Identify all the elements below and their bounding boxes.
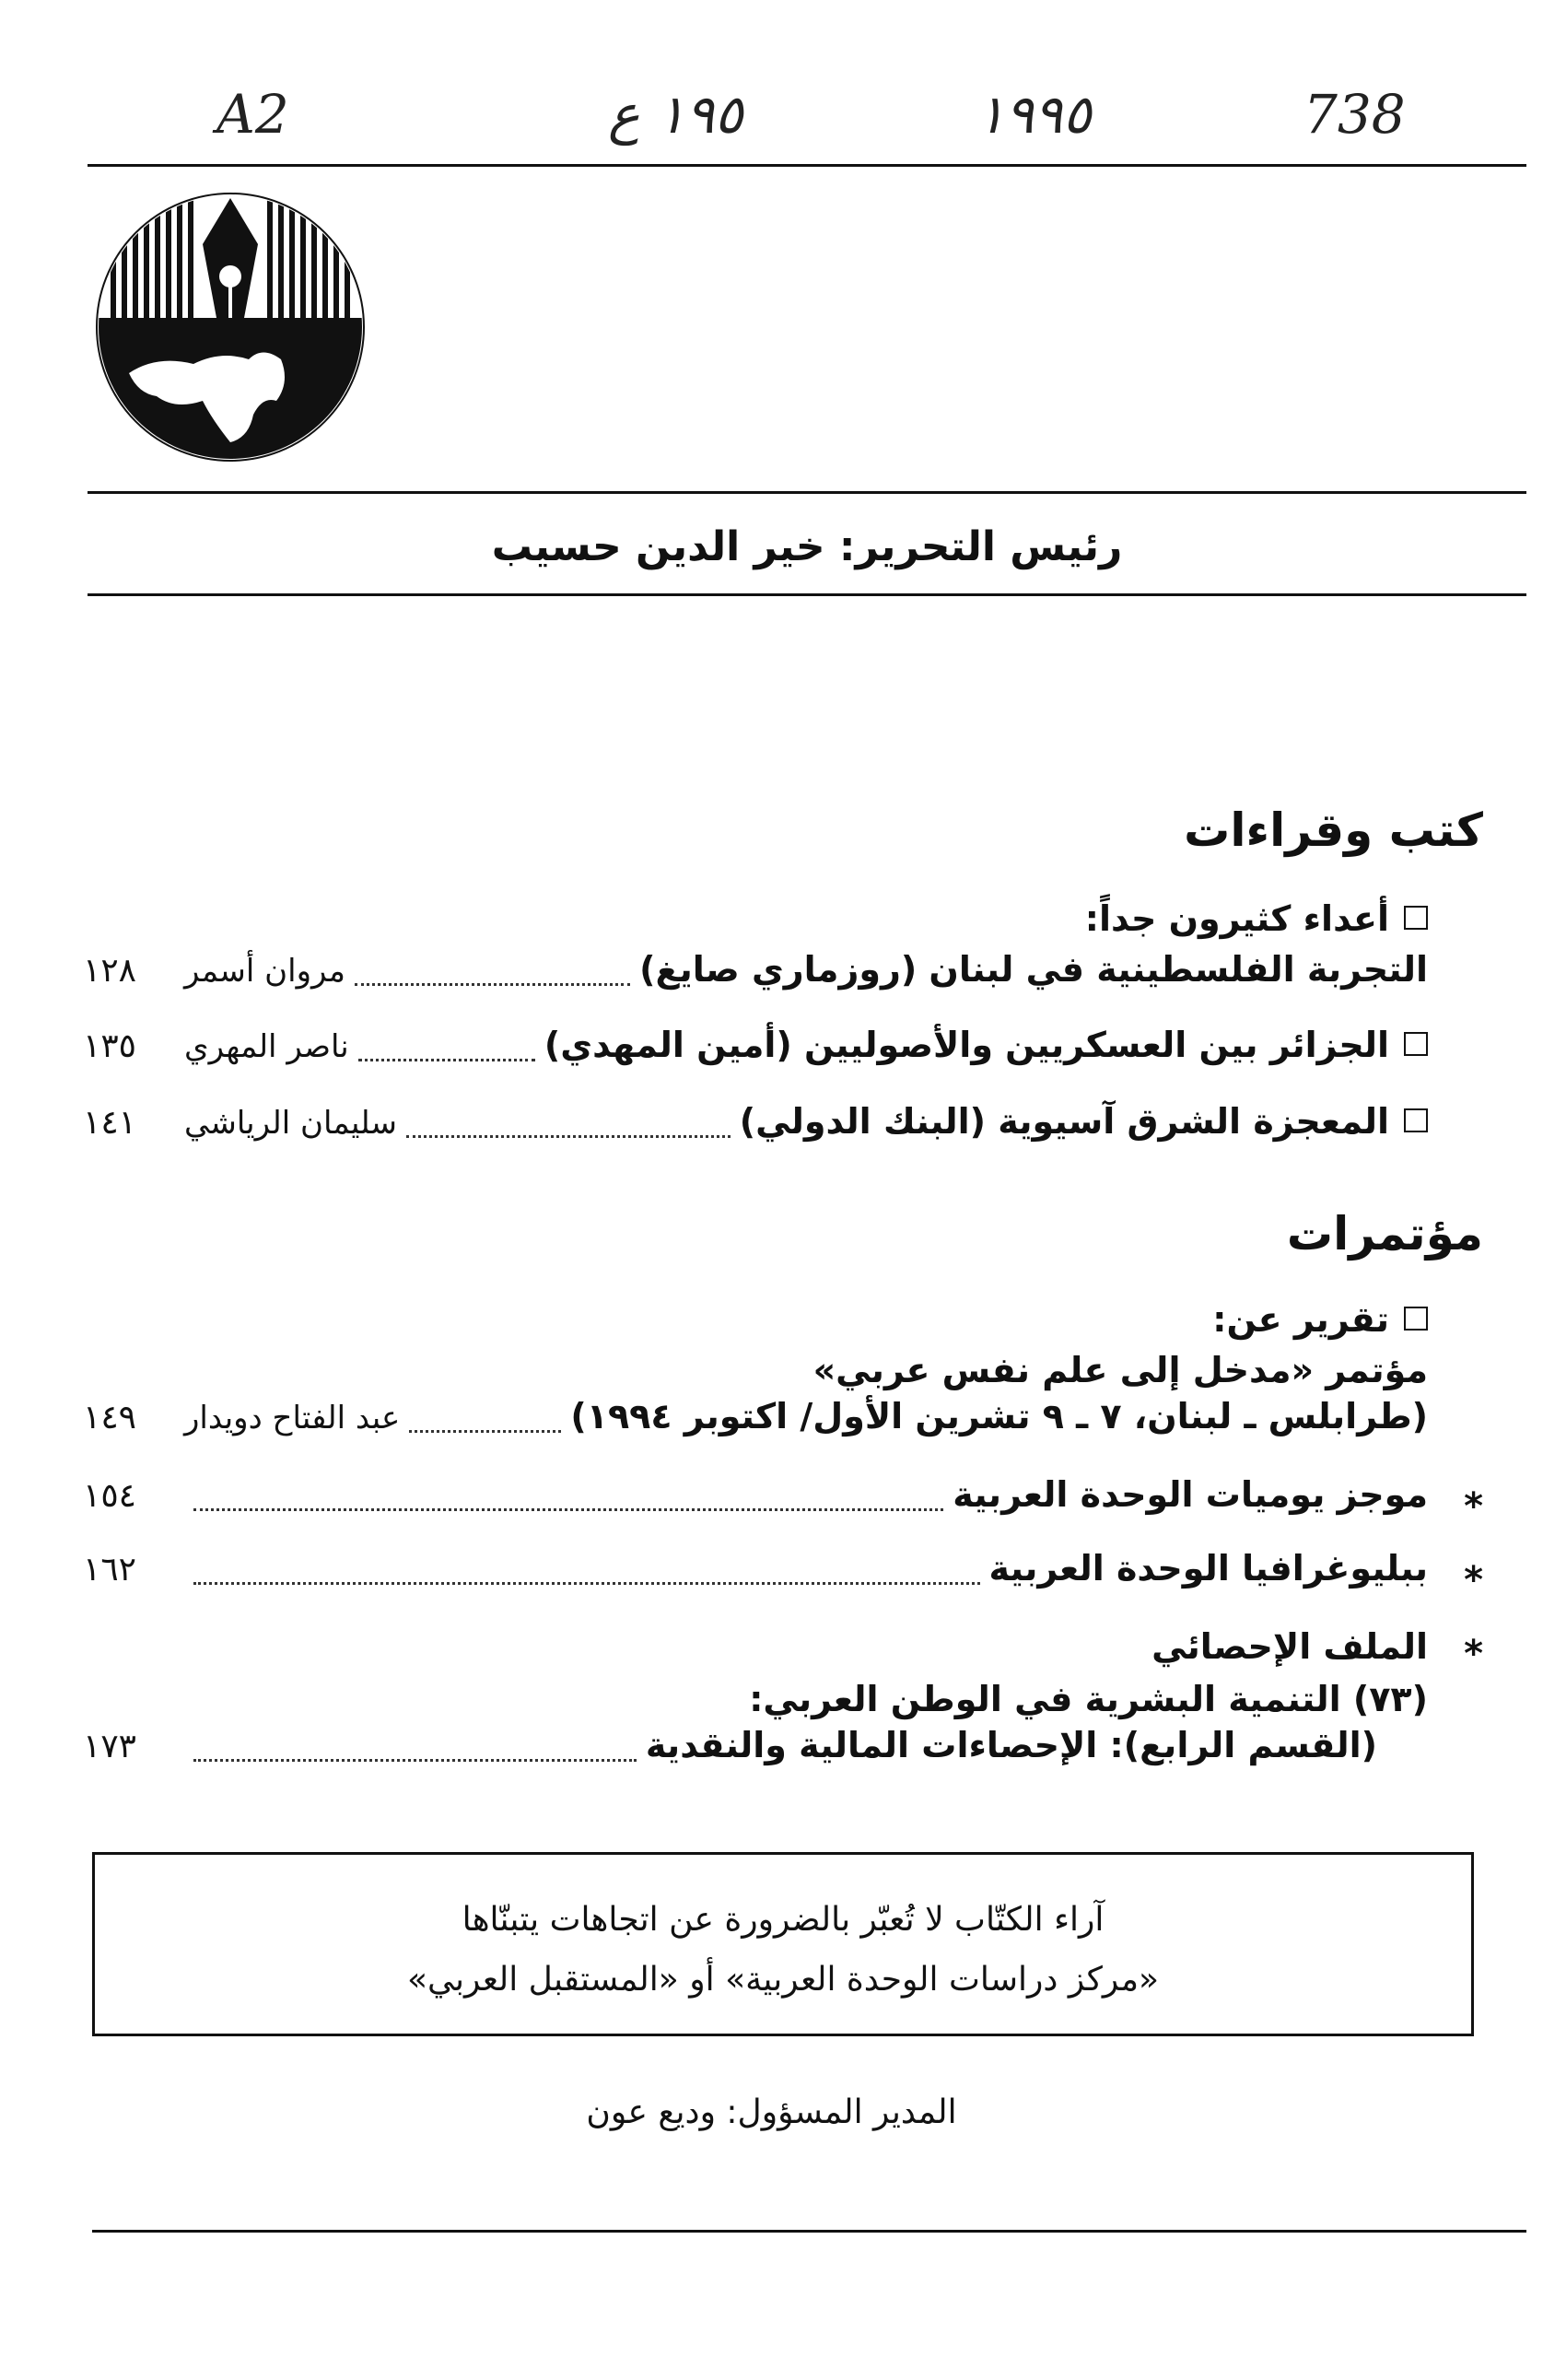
- item-title-text: المعجزة الشرق آسيوية (البنك الدولي): [739, 1101, 1389, 1142]
- handwritten-annotation-4: 738: [1303, 83, 1406, 146]
- item-author: عبد الفتاح دويدار: [184, 1400, 401, 1436]
- leader-dots: [193, 1759, 637, 1762]
- item-author: سليمان الرياشي: [184, 1105, 398, 1142]
- leader-dots: [355, 983, 630, 986]
- leader-dots: [358, 1059, 535, 1061]
- square-bullet-icon: [1404, 906, 1428, 930]
- rule-below-editor: [88, 593, 1526, 596]
- item-page-number: ١٢٨: [83, 952, 137, 990]
- disclaimer-line-1: آراء الكتّاب لا تُعبّر بالضرورة عن اتجاهات يتبنّاها: [462, 1901, 1105, 1939]
- leader-dots: [193, 1508, 943, 1511]
- star-bullet-icon: *: [1464, 1633, 1483, 1675]
- disclaimer-line-2: «مركز دراسات الوحدة العربية» أو «المستقبل العربي»: [406, 1961, 1160, 1999]
- leader-dots: [193, 1582, 980, 1585]
- conference-details: (طرابلس ـ لبنان، ٧ ـ ٩ تشرين الأول/ اكتوبر ١٩٩٤): [570, 1396, 1428, 1436]
- section-title-conferences: مؤتمرات: [1286, 1207, 1483, 1260]
- item-title: موجز يوميات الوحدة العربية: [953, 1474, 1428, 1515]
- disclaimer-box: [92, 1852, 1474, 2036]
- handwritten-annotation-2: ١٩٥ ع: [608, 83, 743, 146]
- item-title: التجربة الفلسطينية في لبنان (روزماري صايغ): [639, 949, 1428, 990]
- item-title: [740, 1101, 1428, 1142]
- item-page-number: ١٣٥: [83, 1027, 137, 1065]
- books-intro-text: أعداء كثيرون جداً:: [1084, 898, 1389, 939]
- list-item[interactable]: [83, 1548, 1428, 1603]
- rule-above-editor: [88, 491, 1526, 494]
- leader-dots: [406, 1135, 731, 1138]
- list-item[interactable]: [83, 1474, 1428, 1530]
- item-page-number: ١٤١: [83, 1104, 137, 1142]
- report-label: [1212, 1299, 1428, 1340]
- leader-dots: [409, 1430, 561, 1433]
- square-bullet-icon: [1404, 1108, 1428, 1132]
- list-item[interactable]: [83, 1725, 1428, 1780]
- list-item[interactable]: [83, 1025, 1428, 1080]
- conference-name: مؤتمر «مدخل إلى علم نفس عربي»: [812, 1350, 1428, 1390]
- section-title-books: كتب وقراءات: [1184, 803, 1483, 857]
- square-bullet-icon: [1404, 1032, 1428, 1056]
- item-author: مروان أسمر: [184, 953, 345, 990]
- item-title: ببليوغرافيا الوحدة العربية: [988, 1548, 1428, 1589]
- books-intro: [1085, 898, 1428, 939]
- logo: [92, 189, 368, 465]
- star-bullet-icon: *: [1464, 1559, 1483, 1601]
- list-item[interactable]: [83, 1396, 1428, 1451]
- item-title-text: الجزائر بين العسكريين والأصوليين (أمين المهدي): [544, 1025, 1389, 1065]
- editor-in-chief-line: رئيس التحرير: خير الدين حسيب: [491, 523, 1123, 570]
- handwritten-annotation-1: A2: [216, 83, 289, 146]
- item-author: ناصر المهري: [184, 1028, 349, 1065]
- bottom-rule: [92, 2230, 1526, 2233]
- item-page-number: ١٧٣: [83, 1728, 137, 1765]
- statistics-title: الملف الإحصائي: [1151, 1626, 1428, 1667]
- item-page-number: ١٤٩: [83, 1399, 137, 1436]
- item-page-number: ١٥٤: [83, 1477, 137, 1515]
- report-label-text: تقرير عن:: [1212, 1299, 1389, 1340]
- list-item[interactable]: [83, 1101, 1428, 1156]
- top-rule: [88, 164, 1526, 167]
- item-title: [544, 1025, 1428, 1065]
- managing-director-line: المدير المسؤول: وديع عون: [586, 2093, 957, 2131]
- statistics-line-1: (٧٣) التنمية البشرية في الوطن العربي:: [749, 1679, 1428, 1719]
- square-bullet-icon: [1404, 1307, 1428, 1331]
- handwritten-annotation-3: ١٩٩٥: [976, 83, 1092, 146]
- list-item[interactable]: [83, 949, 1428, 1004]
- logo-emblem-icon: [92, 189, 368, 465]
- statistics-line-2: (القسم الرابع): الإحصاءات المالية والنقدية: [645, 1725, 1377, 1765]
- item-page-number: ١٦٢: [83, 1551, 137, 1589]
- star-bullet-icon: *: [1464, 1485, 1483, 1528]
